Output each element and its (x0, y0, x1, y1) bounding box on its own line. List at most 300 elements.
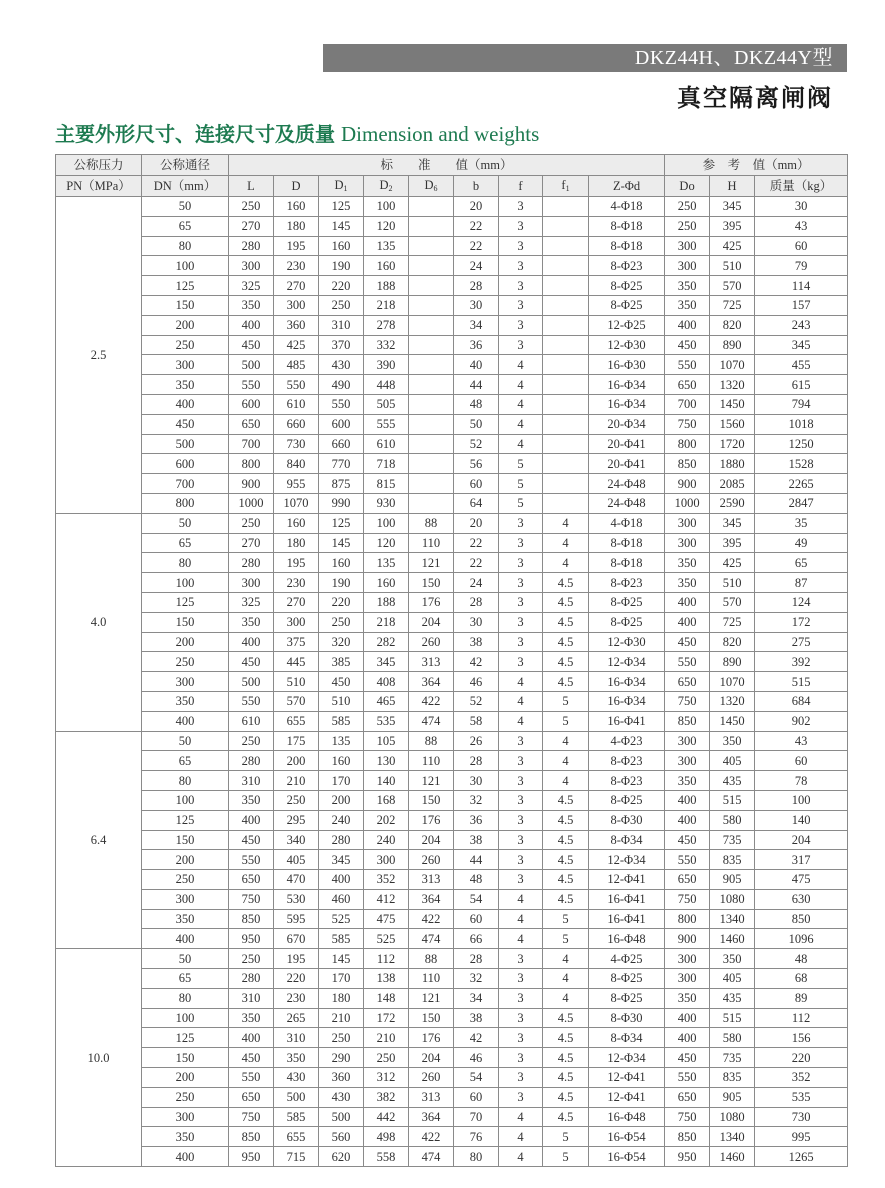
table-row (56, 355, 848, 375)
value-cell (543, 216, 589, 236)
value-cell: 28 (454, 751, 499, 771)
header-col-z-phid: Z-Φd (589, 176, 665, 197)
value-cell: 250 (665, 197, 710, 217)
value-cell: 300 (665, 731, 710, 751)
table-row (56, 731, 848, 751)
value-cell: 4 (499, 375, 543, 395)
value-cell: 2085 (710, 474, 755, 494)
value-cell: 850 (755, 909, 848, 929)
value-cell: 4 (499, 691, 543, 711)
value-cell: 24-Φ48 (589, 493, 665, 513)
value-cell: 12-Φ25 (589, 315, 665, 335)
value-cell: 4.5 (543, 1087, 589, 1107)
dn-cell: 300 (142, 1107, 229, 1127)
value-cell: 16-Φ34 (589, 672, 665, 692)
value-cell: 124 (755, 592, 848, 612)
value-cell: 12-Φ34 (589, 1048, 665, 1068)
value-cell: 3 (499, 1048, 543, 1068)
value-cell: 20 (454, 513, 499, 533)
value-cell: 1880 (710, 454, 755, 474)
table-row (56, 216, 848, 236)
value-cell: 76 (454, 1127, 499, 1147)
table-row (56, 1068, 848, 1088)
value-cell: 1070 (710, 355, 755, 375)
dn-cell: 125 (142, 1028, 229, 1048)
value-cell: 52 (454, 691, 499, 711)
dn-cell: 250 (142, 335, 229, 355)
value-cell: 345 (710, 197, 755, 217)
value-cell: 250 (229, 197, 274, 217)
value-cell: 112 (364, 949, 409, 969)
value-cell: 16-Φ41 (589, 909, 665, 929)
value-cell: 218 (364, 612, 409, 632)
value-cell: 650 (229, 414, 274, 434)
value-cell (543, 474, 589, 494)
value-cell: 150 (409, 573, 454, 593)
value-cell: 385 (319, 652, 364, 672)
value-cell: 735 (710, 1048, 755, 1068)
value-cell: 320 (319, 632, 364, 652)
value-cell: 3 (499, 295, 543, 315)
value-cell: 510 (274, 672, 319, 692)
value-cell: 30 (454, 771, 499, 791)
value-cell: 800 (665, 909, 710, 929)
value-cell: 8-Φ30 (589, 1008, 665, 1028)
value-cell: 16-Φ41 (589, 889, 665, 909)
value-cell: 8-Φ34 (589, 830, 665, 850)
value-cell: 170 (319, 771, 364, 791)
dn-cell: 700 (142, 474, 229, 494)
header-col-f1: f1 (543, 176, 589, 197)
header-col-H: H (710, 176, 755, 197)
value-cell: 135 (319, 731, 364, 751)
value-cell: 550 (229, 850, 274, 870)
value-cell: 4.5 (543, 1028, 589, 1048)
value-cell: 950 (665, 1147, 710, 1167)
value-cell: 610 (274, 394, 319, 414)
value-cell: 382 (364, 1087, 409, 1107)
value-cell: 430 (319, 355, 364, 375)
value-cell (543, 276, 589, 296)
table-row (56, 612, 848, 632)
value-cell: 160 (319, 553, 364, 573)
value-cell: 140 (364, 771, 409, 791)
value-cell: 580 (710, 1028, 755, 1048)
value-cell: 400 (665, 1028, 710, 1048)
value-cell: 220 (274, 969, 319, 989)
value-cell: 700 (665, 394, 710, 414)
value-cell: 56 (454, 454, 499, 474)
value-cell: 360 (319, 1068, 364, 1088)
value-cell: 4 (499, 889, 543, 909)
value-cell: 3 (499, 1087, 543, 1107)
header-pn-cn: 公称压力 (56, 155, 142, 176)
value-cell: 8-Φ25 (589, 612, 665, 632)
table-row (56, 1087, 848, 1107)
value-cell: 1080 (710, 889, 755, 909)
value-cell: 16-Φ54 (589, 1147, 665, 1167)
value-cell: 138 (364, 969, 409, 989)
value-cell: 850 (665, 1127, 710, 1147)
value-cell: 176 (409, 1028, 454, 1048)
value-cell: 550 (229, 375, 274, 395)
value-cell: 684 (755, 691, 848, 711)
table-row (56, 929, 848, 949)
value-cell: 12-Φ41 (589, 870, 665, 890)
value-cell: 730 (755, 1107, 848, 1127)
value-cell: 140 (755, 810, 848, 830)
value-cell: 8-Φ23 (589, 751, 665, 771)
value-cell: 650 (665, 870, 710, 890)
value-cell: 4.5 (543, 612, 589, 632)
value-cell: 220 (319, 276, 364, 296)
value-cell: 650 (665, 375, 710, 395)
value-cell: 332 (364, 335, 409, 355)
value-cell: 900 (665, 474, 710, 494)
value-cell: 570 (274, 691, 319, 711)
value-cell: 30 (755, 197, 848, 217)
value-cell: 8-Φ30 (589, 810, 665, 830)
table-row (56, 632, 848, 652)
value-cell: 405 (710, 751, 755, 771)
dn-cell: 100 (142, 256, 229, 276)
value-cell: 8-Φ34 (589, 1028, 665, 1048)
value-cell: 400 (665, 592, 710, 612)
table-row (56, 1107, 848, 1127)
value-cell: 230 (274, 573, 319, 593)
value-cell: 202 (364, 810, 409, 830)
value-cell: 12-Φ41 (589, 1068, 665, 1088)
value-cell (543, 335, 589, 355)
value-cell: 1340 (710, 909, 755, 929)
value-cell: 715 (274, 1147, 319, 1167)
value-cell: 1070 (274, 493, 319, 513)
table-row (56, 850, 848, 870)
value-cell: 412 (364, 889, 409, 909)
value-cell: 12-Φ30 (589, 335, 665, 355)
value-cell: 425 (274, 335, 319, 355)
value-cell: 4-Φ25 (589, 949, 665, 969)
value-cell: 44 (454, 850, 499, 870)
value-cell: 4-Φ18 (589, 197, 665, 217)
table-row (56, 771, 848, 791)
value-cell: 510 (710, 256, 755, 276)
value-cell: 4 (543, 731, 589, 751)
value-cell: 450 (229, 1048, 274, 1068)
value-cell: 200 (274, 751, 319, 771)
value-cell: 58 (454, 711, 499, 731)
value-cell: 430 (274, 1068, 319, 1088)
value-cell (409, 295, 454, 315)
value-cell: 610 (229, 711, 274, 731)
value-cell (409, 414, 454, 434)
header-col-D1: D1 (319, 176, 364, 197)
value-cell: 615 (755, 375, 848, 395)
value-cell: 850 (229, 909, 274, 929)
value-cell: 600 (229, 394, 274, 414)
value-cell: 48 (755, 949, 848, 969)
value-cell: 395 (710, 533, 755, 553)
value-cell: 240 (319, 810, 364, 830)
value-cell: 157 (755, 295, 848, 315)
value-cell: 770 (319, 454, 364, 474)
value-cell: 12-Φ30 (589, 632, 665, 652)
value-cell: 4 (499, 929, 543, 949)
value-cell: 240 (364, 830, 409, 850)
value-cell: 300 (665, 513, 710, 533)
value-cell: 465 (364, 691, 409, 711)
value-cell: 3 (499, 513, 543, 533)
value-cell: 345 (710, 513, 755, 533)
value-cell: 8-Φ25 (589, 988, 665, 1008)
value-cell: 300 (229, 573, 274, 593)
value-cell: 400 (665, 790, 710, 810)
value-cell: 450 (319, 672, 364, 692)
value-cell: 425 (710, 553, 755, 573)
value-cell: 204 (755, 830, 848, 850)
value-cell: 990 (319, 493, 364, 513)
value-cell: 425 (710, 236, 755, 256)
value-cell: 275 (755, 632, 848, 652)
value-cell: 505 (364, 394, 409, 414)
header-col-b: b (454, 176, 499, 197)
table-row (56, 394, 848, 414)
table-row (56, 711, 848, 731)
table-row (56, 830, 848, 850)
value-cell: 300 (364, 850, 409, 870)
value-cell: 22 (454, 553, 499, 573)
value-cell: 3 (499, 830, 543, 850)
value-cell: 655 (274, 1127, 319, 1147)
dn-cell: 125 (142, 810, 229, 830)
dn-cell: 400 (142, 1147, 229, 1167)
value-cell: 750 (665, 889, 710, 909)
value-cell: 3 (499, 870, 543, 890)
value-cell: 550 (274, 375, 319, 395)
value-cell: 600 (319, 414, 364, 434)
value-cell: 1528 (755, 454, 848, 474)
value-cell: 345 (319, 850, 364, 870)
value-cell: 470 (274, 870, 319, 890)
value-cell: 60 (454, 474, 499, 494)
value-cell: 5 (543, 929, 589, 949)
value-cell: 500 (274, 1087, 319, 1107)
value-cell: 3 (499, 553, 543, 573)
table-row (56, 810, 848, 830)
dn-cell: 400 (142, 394, 229, 414)
value-cell: 48 (454, 394, 499, 414)
value-cell (409, 216, 454, 236)
value-cell: 500 (319, 1107, 364, 1127)
value-cell: 1250 (755, 434, 848, 454)
dn-cell: 250 (142, 870, 229, 890)
value-cell: 515 (755, 672, 848, 692)
value-cell: 350 (665, 553, 710, 573)
value-cell: 38 (454, 830, 499, 850)
value-cell: 350 (274, 1048, 319, 1068)
value-cell: 905 (710, 870, 755, 890)
value-cell: 280 (229, 751, 274, 771)
value-cell: 1000 (229, 493, 274, 513)
value-cell: 87 (755, 573, 848, 593)
value-cell: 188 (364, 592, 409, 612)
value-cell: 448 (364, 375, 409, 395)
value-cell (409, 355, 454, 375)
value-cell: 4 (543, 988, 589, 1008)
value-cell: 1720 (710, 434, 755, 454)
value-cell: 400 (229, 315, 274, 335)
value-cell: 43 (755, 731, 848, 751)
header-col-weight: 质量（kg） (755, 176, 848, 197)
value-cell: 400 (665, 810, 710, 830)
value-cell: 730 (274, 434, 319, 454)
dn-cell: 300 (142, 672, 229, 692)
value-cell: 270 (274, 592, 319, 612)
value-cell: 750 (665, 414, 710, 434)
pressure-cell: 10.0 (56, 949, 142, 1167)
value-cell: 455 (755, 355, 848, 375)
value-cell: 1080 (710, 1107, 755, 1127)
value-cell: 4.5 (543, 592, 589, 612)
value-cell (543, 434, 589, 454)
value-cell: 180 (319, 988, 364, 1008)
value-cell: 490 (319, 375, 364, 395)
value-cell: 5 (543, 1147, 589, 1167)
value-cell: 620 (319, 1147, 364, 1167)
value-cell: 1320 (710, 691, 755, 711)
value-cell: 20 (454, 197, 499, 217)
value-cell: 210 (274, 771, 319, 791)
value-cell: 260 (409, 1068, 454, 1088)
value-cell: 4 (499, 355, 543, 375)
value-cell: 585 (319, 929, 364, 949)
value-cell: 190 (319, 256, 364, 276)
value-cell: 250 (229, 513, 274, 533)
value-cell: 295 (274, 810, 319, 830)
section-title-en: Dimension and weights (341, 122, 540, 146)
value-cell: 902 (755, 711, 848, 731)
value-cell: 890 (710, 335, 755, 355)
table-row (56, 553, 848, 573)
value-cell (543, 454, 589, 474)
value-cell: 2847 (755, 493, 848, 513)
value-cell: 160 (274, 197, 319, 217)
value-cell: 78 (755, 771, 848, 791)
value-cell: 28 (454, 949, 499, 969)
value-cell: 145 (319, 216, 364, 236)
dn-cell: 80 (142, 988, 229, 1008)
value-cell: 12-Φ34 (589, 850, 665, 870)
value-cell: 3 (499, 652, 543, 672)
value-cell: 243 (755, 315, 848, 335)
value-cell: 800 (229, 454, 274, 474)
value-cell: 270 (229, 216, 274, 236)
value-cell: 650 (665, 672, 710, 692)
value-cell: 43 (755, 216, 848, 236)
value-cell: 121 (409, 553, 454, 573)
table-row (56, 790, 848, 810)
table-row (56, 1008, 848, 1028)
value-cell: 172 (364, 1008, 409, 1028)
value-cell: 175 (274, 731, 319, 751)
dn-cell: 80 (142, 771, 229, 791)
value-cell: 60 (755, 236, 848, 256)
value-cell: 450 (665, 335, 710, 355)
value-cell: 68 (755, 969, 848, 989)
dn-cell: 300 (142, 889, 229, 909)
value-cell: 900 (229, 474, 274, 494)
value-cell: 195 (274, 236, 319, 256)
value-cell: 160 (274, 513, 319, 533)
value-cell: 79 (755, 256, 848, 276)
value-cell (543, 375, 589, 395)
value-cell: 4.5 (543, 830, 589, 850)
header-col-f: f (499, 176, 543, 197)
value-cell: 38 (454, 632, 499, 652)
dn-cell: 500 (142, 434, 229, 454)
value-cell (409, 434, 454, 454)
dn-cell: 125 (142, 276, 229, 296)
dn-cell: 65 (142, 751, 229, 771)
value-cell: 88 (409, 513, 454, 533)
value-cell: 230 (274, 256, 319, 276)
dn-cell: 65 (142, 533, 229, 553)
value-cell: 317 (755, 850, 848, 870)
header-row-1 (56, 155, 848, 176)
value-cell: 450 (665, 830, 710, 850)
dn-cell: 150 (142, 295, 229, 315)
value-cell (543, 197, 589, 217)
header-col-Do: Do (665, 176, 710, 197)
value-cell: 750 (665, 691, 710, 711)
table-row (56, 315, 848, 335)
value-cell: 5 (499, 474, 543, 494)
value-cell: 32 (454, 969, 499, 989)
value-cell: 525 (364, 929, 409, 949)
value-cell: 405 (274, 850, 319, 870)
value-cell: 3 (499, 573, 543, 593)
value-cell: 218 (364, 295, 409, 315)
value-cell: 34 (454, 315, 499, 335)
value-cell: 850 (665, 454, 710, 474)
value-cell: 16-Φ34 (589, 691, 665, 711)
value-cell: 49 (755, 533, 848, 553)
value-cell: 135 (364, 236, 409, 256)
value-cell: 510 (319, 691, 364, 711)
value-cell: 12-Φ34 (589, 652, 665, 672)
value-cell: 3 (499, 335, 543, 355)
value-cell: 350 (710, 731, 755, 751)
value-cell: 313 (409, 1087, 454, 1107)
value-cell: 352 (364, 870, 409, 890)
value-cell: 3 (499, 988, 543, 1008)
dn-cell: 400 (142, 929, 229, 949)
value-cell: 176 (409, 810, 454, 830)
dn-cell: 50 (142, 949, 229, 969)
value-cell: 180 (274, 216, 319, 236)
value-cell: 360 (274, 315, 319, 335)
model-name: DKZ44H、DKZ44Y型 (634, 47, 833, 69)
value-cell: 610 (364, 434, 409, 454)
value-cell: 4.5 (543, 810, 589, 830)
value-cell: 2265 (755, 474, 848, 494)
value-cell: 300 (274, 612, 319, 632)
value-cell: 35 (755, 513, 848, 533)
dn-cell: 80 (142, 553, 229, 573)
value-cell: 145 (319, 949, 364, 969)
value-cell: 44 (454, 375, 499, 395)
table-row (56, 197, 848, 217)
